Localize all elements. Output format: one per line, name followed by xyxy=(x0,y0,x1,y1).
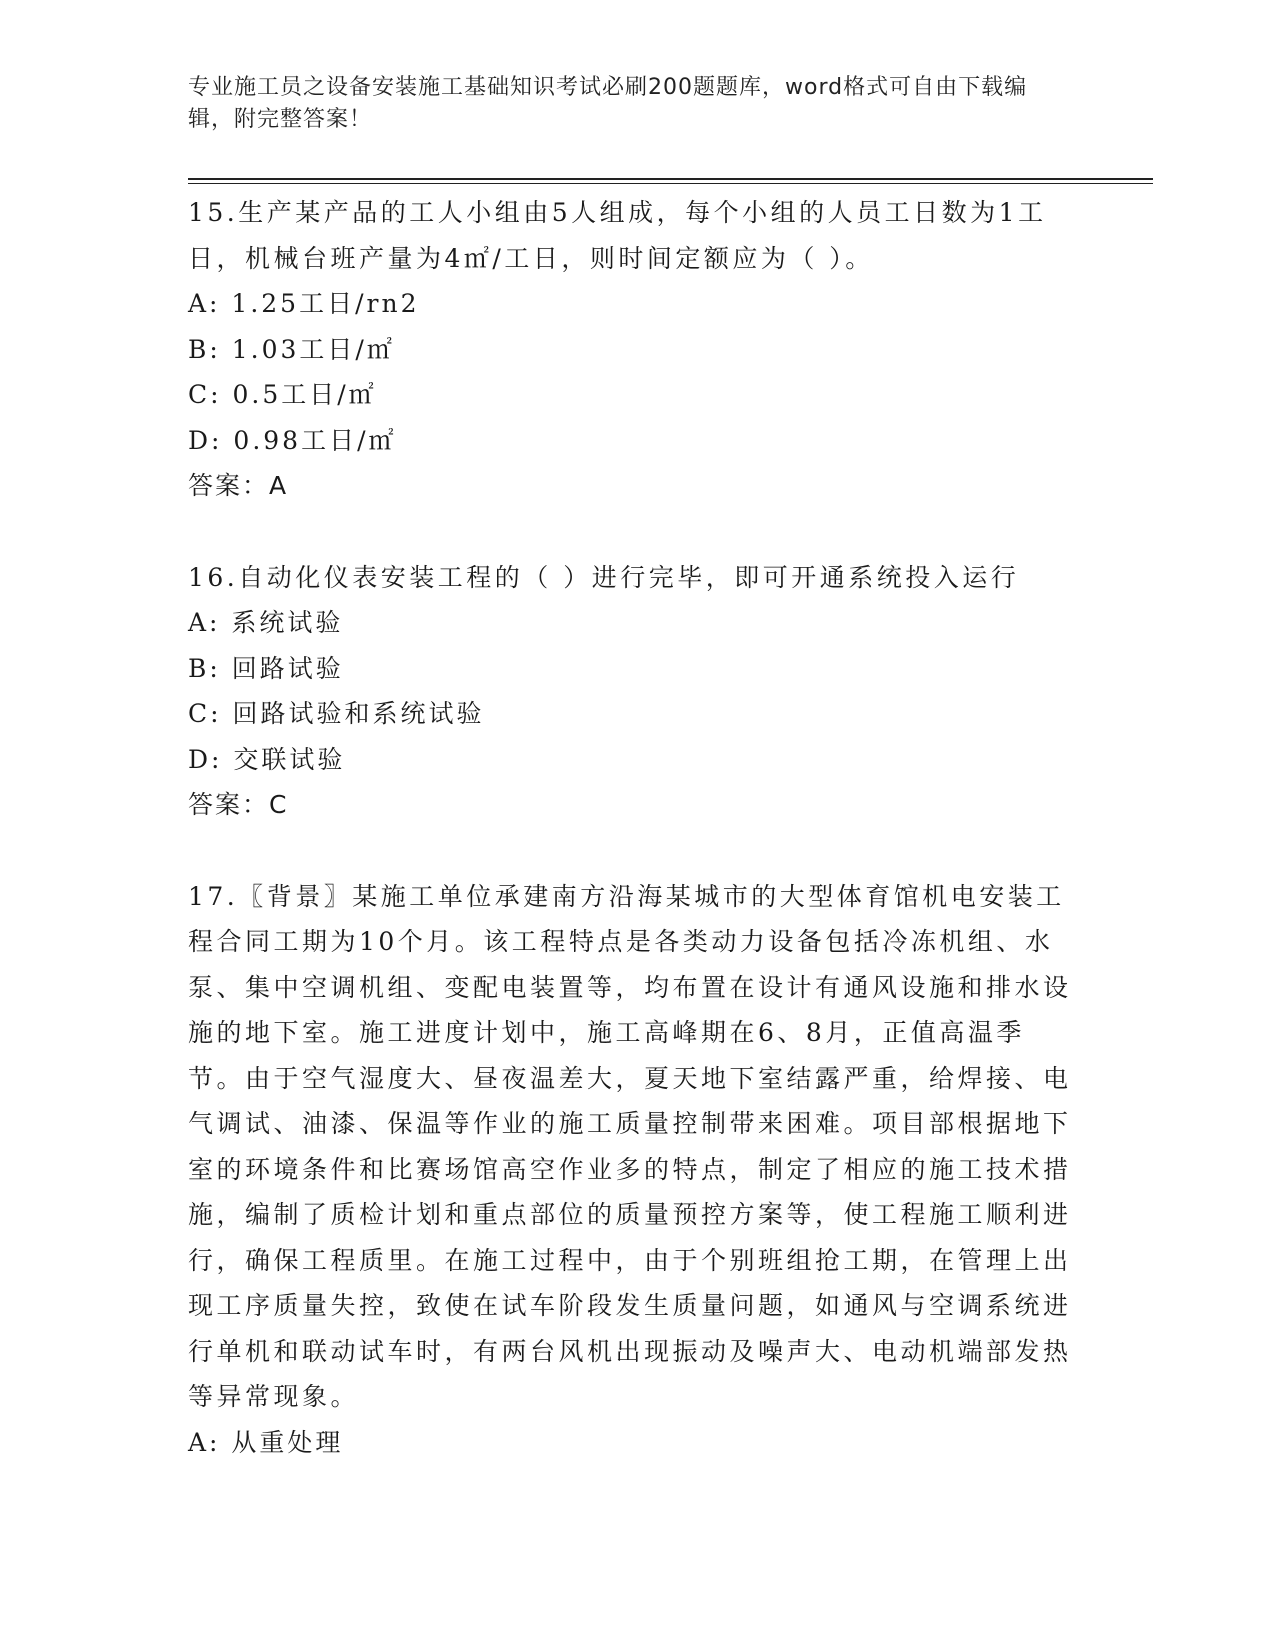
option-c: C: 0.5工日/㎡ xyxy=(188,380,377,409)
option-b: B: 1.03工日/㎡ xyxy=(188,334,395,364)
question-16 xyxy=(188,555,1078,828)
question-15 xyxy=(188,190,1078,509)
document-header: 专业施工员之设备安装施工基础知识考试必刷200题题库，word格式可自由下载编辑，附完整答案！ xyxy=(188,75,1028,132)
question-17 xyxy=(188,874,1078,1466)
option-a: A: 从重处理 xyxy=(188,1427,344,1457)
answer-line: 答案：A xyxy=(188,471,289,500)
option-a: A: 1.25工日/rn2 xyxy=(188,289,420,318)
option-d: D: 0.98工日/㎡ xyxy=(188,425,397,455)
option-d: D: 交联试验 xyxy=(188,744,346,774)
spacer xyxy=(188,828,1078,874)
header-divider-thick xyxy=(188,178,1153,180)
option-c: C: 回路试验和系统试验 xyxy=(188,699,485,728)
question-list xyxy=(188,190,1078,1465)
spacer xyxy=(188,509,1078,555)
header-divider-thin xyxy=(188,183,1153,184)
question-stem: 16.自动化仪表安装工程的（ ）进行完毕，即可开通系统投入运行 xyxy=(188,562,1020,592)
option-b: B: 回路试验 xyxy=(188,653,344,683)
question-stem: 15.生产某产品的工人小组由5人组成，每个小组的人员工日数为1工日，机械台班产量为4㎡/工日，则时间定额应为（ ）。 xyxy=(188,198,1047,273)
option-a: A: 系统试验 xyxy=(188,608,344,637)
question-stem: 17.〖背景〗某施工单位承建南方沿海某城市的大型体育馆机电安装工程合同工期为10个月。该工程特点是各类动力设备包括冷冻机组、水泵、集中空调机组、变配电装置等，均布置在设计有通风设施和排水设施的地下室。施工进度计划中，施工高峰期在6、8月，正值高温季节。由于空气湿度大、昼夜温差大，夏天地下室结露严重，给焊接、电气调试、油漆、保温等作业的施工质量控制带来困难。项目部根据地下室的环境条件和比赛场馆高空作业多的特点，制定了相应的施工技术措施，编制了质检计划和重点部位的质量预控方案等，使工程施工顺利进行，确保工程质里。在施工过程中，由于个别班组抢工期，在管理上出现工序质量失控，致使在试车阶段发生质量问题，如通风与空调系统进行单机和联动试车时，有两台风机出现振动及噪声大、电动机端部发热等异常现象。 xyxy=(188,881,1072,1411)
answer-line: 答案：C xyxy=(188,790,289,819)
